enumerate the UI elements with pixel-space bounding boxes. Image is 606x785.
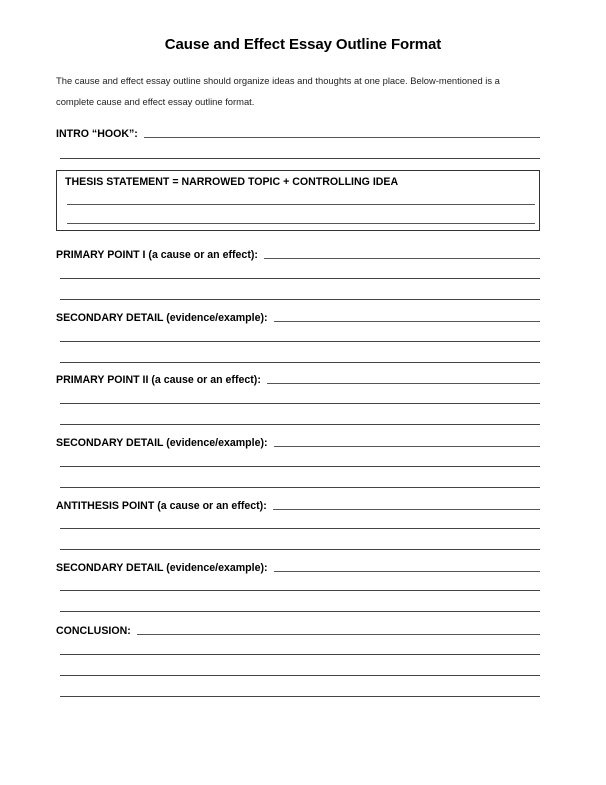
primary-point-1-line[interactable] bbox=[60, 299, 540, 300]
primary-point-1-line[interactable] bbox=[60, 278, 540, 279]
primary-point-1-blank[interactable] bbox=[264, 257, 540, 259]
secondary-detail-3-line[interactable] bbox=[60, 611, 540, 612]
antithesis-point-label: ANTITHESIS POINT (a cause or an effect): bbox=[56, 500, 267, 512]
primary-point-2-line[interactable] bbox=[60, 424, 540, 425]
secondary-detail-3-row bbox=[56, 560, 540, 574]
secondary-detail-2-line[interactable] bbox=[60, 466, 540, 467]
primary-point-1-row bbox=[56, 247, 540, 261]
thesis-label: THESIS STATEMENT = NARROWED TOPIC + CONTROLLING IDEA bbox=[65, 176, 399, 188]
intro-hook-label: INTRO “HOOK”: bbox=[56, 128, 138, 140]
thesis-line[interactable] bbox=[67, 204, 535, 205]
primary-point-2-row bbox=[56, 372, 540, 386]
page-title: Cause and Effect Essay Outline Format bbox=[164, 36, 442, 53]
antithesis-point-line[interactable] bbox=[60, 549, 540, 550]
intro-hook-blank[interactable] bbox=[144, 136, 540, 138]
secondary-detail-3-line[interactable] bbox=[60, 590, 540, 591]
antithesis-point-line[interactable] bbox=[60, 528, 540, 529]
primary-point-2-blank[interactable] bbox=[267, 382, 540, 384]
antithesis-point-row bbox=[56, 498, 540, 512]
intro-line-2: complete cause and effect essay outline format. bbox=[56, 96, 255, 107]
conclusion-line[interactable] bbox=[60, 696, 540, 697]
secondary-detail-3-blank[interactable] bbox=[274, 570, 540, 572]
secondary-detail-1-row bbox=[56, 310, 540, 324]
intro-hook-row bbox=[56, 126, 540, 140]
secondary-detail-1-blank[interactable] bbox=[274, 320, 540, 322]
conclusion-row bbox=[56, 623, 540, 637]
thesis-box bbox=[56, 170, 540, 231]
secondary-detail-2-line[interactable] bbox=[60, 487, 540, 488]
conclusion-line[interactable] bbox=[60, 675, 540, 676]
primary-point-1-label: PRIMARY POINT I (a cause or an effect): bbox=[56, 249, 258, 261]
secondary-detail-2-label: SECONDARY DETAIL (evidence/example): bbox=[56, 437, 268, 449]
antithesis-point-blank[interactable] bbox=[273, 508, 540, 510]
secondary-detail-2-row bbox=[56, 435, 540, 449]
secondary-detail-3-label: SECONDARY DETAIL (evidence/example): bbox=[56, 562, 268, 574]
conclusion-label: CONCLUSION: bbox=[56, 625, 131, 637]
intro-paragraph bbox=[56, 70, 556, 112]
conclusion-line[interactable] bbox=[60, 654, 540, 655]
thesis-line[interactable] bbox=[67, 223, 535, 224]
primary-point-2-line[interactable] bbox=[60, 403, 540, 404]
secondary-detail-1-line[interactable] bbox=[60, 362, 540, 363]
secondary-detail-1-line[interactable] bbox=[60, 341, 540, 342]
secondary-detail-2-blank[interactable] bbox=[274, 445, 540, 447]
conclusion-blank[interactable] bbox=[137, 633, 540, 635]
primary-point-2-label: PRIMARY POINT II (a cause or an effect): bbox=[56, 374, 261, 386]
secondary-detail-1-label: SECONDARY DETAIL (evidence/example): bbox=[56, 312, 268, 324]
intro-line-1: The cause and effect essay outline should organize ideas and thoughts at one place. Below-mentioned is a bbox=[56, 75, 500, 86]
intro-hook-line[interactable] bbox=[60, 158, 540, 159]
